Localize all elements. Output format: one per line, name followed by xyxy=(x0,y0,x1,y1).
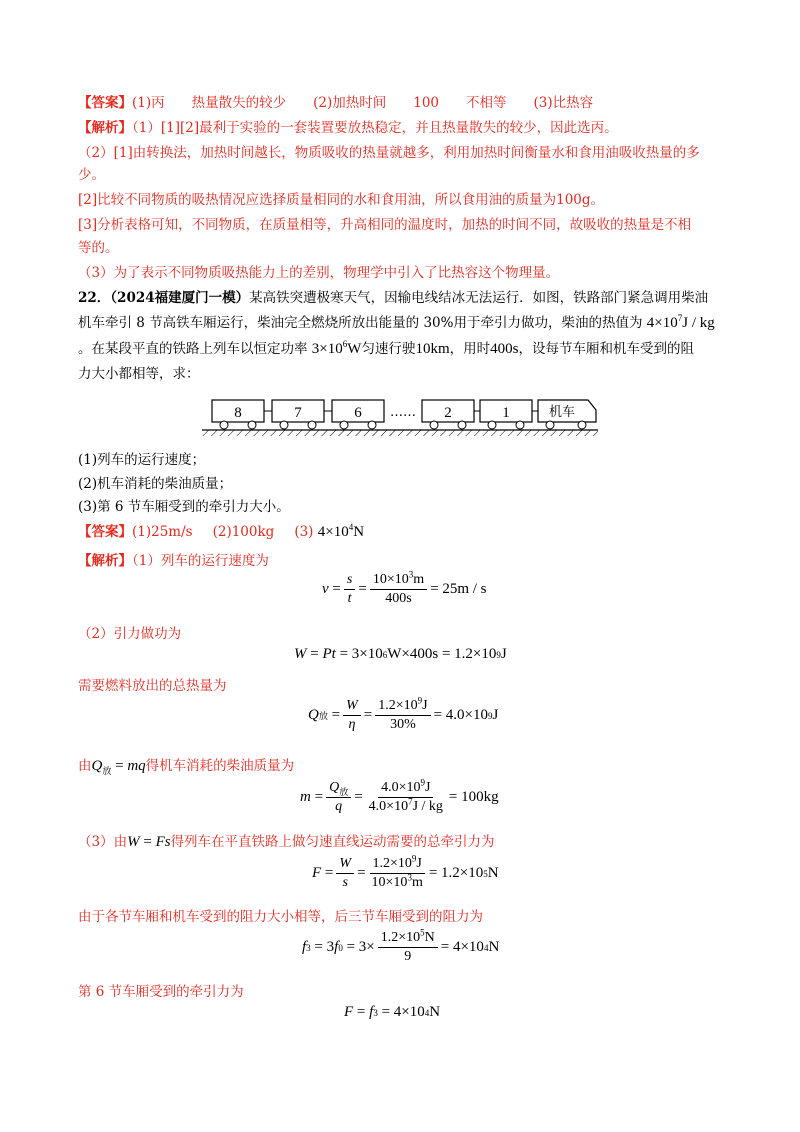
question-source: （2024福建厦门一模） xyxy=(110,290,250,306)
question-text-3d: ，设每节车厢和机车受到的阻 xyxy=(518,341,694,357)
train-car-1 xyxy=(480,400,532,429)
question-text-3a: 。在某段平直的铁路上列车以恒定功率 xyxy=(78,341,308,357)
inline-formula-q: $Q_放$ = mq xyxy=(91,758,146,776)
svg-text:8: 8 xyxy=(234,405,242,421)
train-diagram xyxy=(200,396,602,438)
question-line-1 xyxy=(78,288,708,308)
prev-analysis-line-5: [3]分析表格可知，不同物质，在质量相等，升高相同的温度时，加热的时间不同，故吸收的热量是不相 xyxy=(78,217,692,233)
svg-text:6: 6 xyxy=(354,405,362,421)
solution-line-2: （2）引力做功为 xyxy=(78,626,182,642)
train-car-8 xyxy=(212,400,264,429)
question-text-3c: ，用时 xyxy=(449,341,491,357)
train-car-6 xyxy=(332,400,384,429)
prev-answer-line xyxy=(78,93,593,113)
prev-analysis-text-1: （1）[1][2]最利于实验的一套装置要放热稳定，并且热量散失的较少，因此选丙。 xyxy=(132,120,618,136)
prev-analysis-line-7: （3）为了表示不同物质吸热能力上的差别，物理学中引入了比热容这个物理量。 xyxy=(78,265,560,281)
analysis-tag: 【解析】 xyxy=(78,120,132,136)
prev-analysis-line-2: （2）[1]由转换法，加热时间越长，物质吸收的热量就越多，利用加热时间衡量水和食用油吸收热量的多 xyxy=(78,145,700,161)
question-line-3 xyxy=(78,339,694,359)
answer-line xyxy=(78,522,364,542)
answer-tag: 【答案】 xyxy=(78,95,132,111)
solution-line-3: 需要燃料放出的总热量为 xyxy=(78,678,227,694)
svg-text:机车: 机车 xyxy=(548,405,576,420)
answer-3-label: (3) xyxy=(294,524,314,540)
svg-text:2: 2 xyxy=(444,405,452,421)
solution-line-4 xyxy=(78,756,294,776)
prev-analysis-line-3: 少。 xyxy=(78,167,105,183)
solution-line-1 xyxy=(78,551,269,571)
answer-2: (2)100kg xyxy=(212,524,275,540)
equation-force: F = $\frac{W}{s}$ = $\frac{1.2\times 10^9J}{10\times 10^3m}$ = 1.2×10 5 N xyxy=(312,853,499,890)
equation-traction: F = f 3 = 4×10 4 N xyxy=(344,1004,441,1020)
solution-text-1: （1）列车的运行速度为 xyxy=(132,553,269,569)
ground-hatch xyxy=(202,430,598,436)
power-value: $3\times 10^6W$ xyxy=(311,339,362,357)
answer-3-value: $4\times 10^4N$ xyxy=(317,522,365,540)
prev-answer-text: (1)丙 热量散失的较少 (2)加热时间 100 不相等 (3)比热容 xyxy=(132,95,594,111)
equation-resistance: f 3 = 3 f 0 = 3× $\frac{1.2\times 10^5N}{9}$ = 4×10 4 N xyxy=(302,927,500,964)
time-value: 400s xyxy=(490,341,519,357)
prev-analysis-line-6: 等的。 xyxy=(78,240,119,256)
heat-value: $4\times 10^7J$ / kg xyxy=(646,313,715,331)
train-car-2 xyxy=(422,400,474,429)
distance-value: 10km xyxy=(415,341,450,357)
equation-heat: Q 放 = $\frac{W}{\eta}$ = $\frac{1.2\times 10^9J}{30\%}$ = 4.0×10 9 J xyxy=(308,695,499,732)
question-line-4: 力大小都相等，求： xyxy=(78,366,200,382)
prev-analysis-line-1 xyxy=(78,118,618,138)
question-text-2: 机车牵引 8 节高铁车厢运行，柴油完全燃烧所放出能量的 30%用于牵引力做功，柴油的热值为 xyxy=(78,315,643,331)
sub-question-1: (1)列车的运行速度； xyxy=(78,452,206,468)
equation-velocity: v = $\frac{s}{t}$ = $\frac{10\times 10^3m}{400s}$ = 25m / s xyxy=(322,569,487,606)
diagram-ellipsis: …… xyxy=(390,405,416,420)
question-text-3b: 匀速行驶 xyxy=(361,341,416,357)
svg-text:7: 7 xyxy=(294,405,302,421)
solution-text-4b: 得机车消耗的柴油质量为 xyxy=(145,758,295,774)
solution-text-5b: 得列车在平直铁路上做匀速直线运动需要的总牵引力为 xyxy=(170,834,495,850)
equation-work: W = Pt = 3×10 6 W×400s = 1.2×10 9 J xyxy=(294,646,507,662)
svg-text:1: 1 xyxy=(502,405,510,421)
question-line-2 xyxy=(78,313,715,333)
equation-mass: m = $\frac{Q_放}{q}$ = $\frac{4.0\times 10^9J}{4.0\times 10^7J / kg}$ = 100kg xyxy=(300,777,499,814)
train-car-7 xyxy=(272,400,324,429)
sub-question-3: (3)第 6 节车厢受到的牵引力大小。 xyxy=(78,499,290,515)
solution-text-4a: 由 xyxy=(78,758,92,774)
locomotive xyxy=(538,400,596,429)
solution-line-5 xyxy=(78,832,495,852)
solution-tag: 【解析】 xyxy=(78,553,132,569)
answer-tag-22: 【答案】 xyxy=(78,524,132,540)
sub-question-2: (2)机车消耗的柴油质量； xyxy=(78,476,233,492)
question-number: 22． xyxy=(78,290,111,306)
solution-line-6: 由于各节车厢和机车受到的阻力大小相等，后三节车厢受到的阻力为 xyxy=(78,909,483,925)
answer-1: (1)25m/s xyxy=(132,524,193,540)
solution-text-5a: （3）由 xyxy=(78,834,128,850)
question-text-1: 某高铁突遭极寒天气，因输电线结冰无法运行．如图，铁路部门紧急调用柴油 xyxy=(249,290,709,306)
prev-analysis-line-4: [2]比较不同物质的吸热情况应选择质量相同的水和食用油，所以食用油的质量为100g。 xyxy=(78,192,605,208)
inline-formula-w: W = Fs xyxy=(127,834,171,850)
solution-line-7: 第 6 节车厢受到的牵引力为 xyxy=(78,984,244,1000)
